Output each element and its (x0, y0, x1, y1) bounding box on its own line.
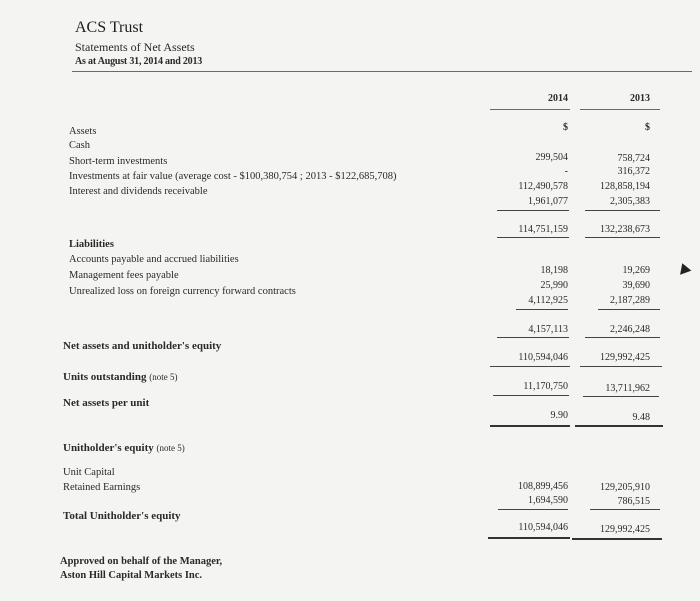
cell-2014: - (564, 166, 568, 177)
cell-2013: 2,187,289 (610, 295, 650, 306)
net-assets-2014: 110,594,046 (518, 352, 568, 363)
liabilities-total-rule-2013 (585, 337, 660, 338)
row-label-unrealized-loss: Unrealized loss on foreign currency forward contracts (69, 286, 296, 297)
manager-name: Aston Hill Capital Markets Inc. (60, 570, 203, 581)
liabilities-heading: Liabilities (69, 239, 114, 250)
liabilities-total-rule-2014 (497, 337, 569, 338)
net-assets-per-unit-2013: 9.48 (632, 412, 650, 423)
equity-note: (note 5) (156, 443, 185, 453)
header-divider (72, 71, 692, 72)
cell-2013: 786,515 (617, 496, 650, 507)
cell-2014: 18,198 (540, 265, 568, 276)
cell-2014: 25,990 (540, 280, 568, 291)
net-assets-2013: 129,992,425 (600, 352, 650, 363)
cell-2013: 758,724 (617, 153, 650, 164)
net-assets-rule-2013 (580, 366, 662, 367)
row-label-retained-earnings: Retained Earnings (63, 482, 141, 493)
row-label-investments-fair-value: Investments at fair value (average cost - $100,380,754 ; 2013 - $122,685,708) (69, 171, 397, 182)
column-header-2013: 2013 (630, 93, 650, 104)
cell-2013: 2,305,383 (610, 196, 650, 207)
assets-total-2013: 132,238,673 (600, 224, 650, 235)
units-rule-2014 (493, 395, 569, 396)
units-rule-2013 (583, 396, 659, 397)
per-unit-double-rule-2013 (575, 425, 663, 427)
liabilities-subtotal-rule-2014 (516, 309, 568, 310)
total-equity-2013: 129,992,425 (600, 524, 650, 535)
cell-2014: 4,112,925 (528, 295, 568, 306)
assets-total-rule-2013 (585, 237, 660, 238)
assets-total-2014: 114,751,159 (518, 224, 568, 235)
row-label-short-term-investments: Short-term investments (69, 156, 168, 167)
currency-symbol-2013: $ (645, 122, 650, 133)
units-outstanding-2013: 13,711,962 (605, 383, 650, 394)
row-label-accounts-payable: Accounts payable and accrued liabilities (69, 254, 239, 265)
unitholders-equity-heading (63, 442, 185, 454)
cell-2014: 1,961,077 (528, 196, 568, 207)
per-unit-double-rule-2014 (490, 425, 570, 427)
units-outstanding-label (63, 371, 177, 383)
cell-2013: 128,858,194 (600, 181, 650, 192)
equity-subtotal-rule-2013 (590, 509, 660, 510)
cell-2013: 316,372 (617, 166, 650, 177)
units-note: (note 5) (149, 372, 178, 382)
net-assets-per-unit-2014: 9.90 (550, 410, 568, 421)
total-equity-double-rule-2014 (488, 537, 570, 539)
net-assets-per-unit-label: Net assets per unit (63, 397, 150, 409)
net-assets-rule-2014 (490, 366, 570, 367)
units-outstanding-2014: 11,170,750 (523, 381, 568, 392)
cell-2013: 39,690 (622, 280, 650, 291)
cell-2013: 19,269 (622, 265, 650, 276)
row-label-unit-capital: Unit Capital (63, 467, 115, 478)
assets-heading: Assets (69, 126, 97, 137)
cell-2014: 112,490,578 (518, 181, 568, 192)
approval-line: Approved on behalf of the Manager, (60, 556, 223, 567)
column-header-rule-2014 (490, 109, 570, 110)
total-unitholders-equity-label: Total Unitholder's equity (63, 510, 181, 522)
total-equity-double-rule-2013 (572, 538, 662, 540)
liabilities-total-2013: 2,246,248 (610, 324, 650, 335)
cell-2014: 108,899,456 (518, 481, 568, 492)
cell-2014: 299,504 (535, 152, 568, 163)
currency-symbol-2014: $ (563, 122, 568, 133)
row-label-interest-dividends: Interest and dividends receivable (69, 186, 208, 197)
net-assets-label: Net assets and unitholder's equity (63, 340, 222, 352)
column-header-rule-2013 (580, 109, 660, 110)
statement-subtitle: Statements of Net Assets (75, 40, 195, 54)
cell-2014: 1,694,590 (528, 495, 568, 506)
row-label-cash: Cash (69, 140, 90, 151)
column-header-2014: 2014 (548, 93, 568, 104)
row-label-management-fees: Management fees payable (69, 270, 179, 281)
unitholders-equity-text: Unitholder's equity (63, 442, 154, 454)
liabilities-total-2014: 4,157,113 (528, 324, 568, 335)
total-equity-2014: 110,594,046 (518, 522, 568, 533)
mouse-cursor-icon (677, 261, 692, 275)
equity-subtotal-rule-2014 (498, 509, 568, 510)
liabilities-subtotal-rule-2013 (598, 309, 660, 310)
assets-subtotal-rule-2014 (497, 210, 569, 211)
assets-total-rule-2014 (497, 237, 569, 238)
cell-2013: 129,205,910 (600, 482, 650, 493)
units-outstanding-text: Units outstanding (63, 371, 147, 383)
document-title: ACS Trust (75, 19, 144, 36)
statement-date: As at August 31, 2014 and 2013 (75, 56, 203, 67)
assets-subtotal-rule-2013 (585, 210, 660, 211)
